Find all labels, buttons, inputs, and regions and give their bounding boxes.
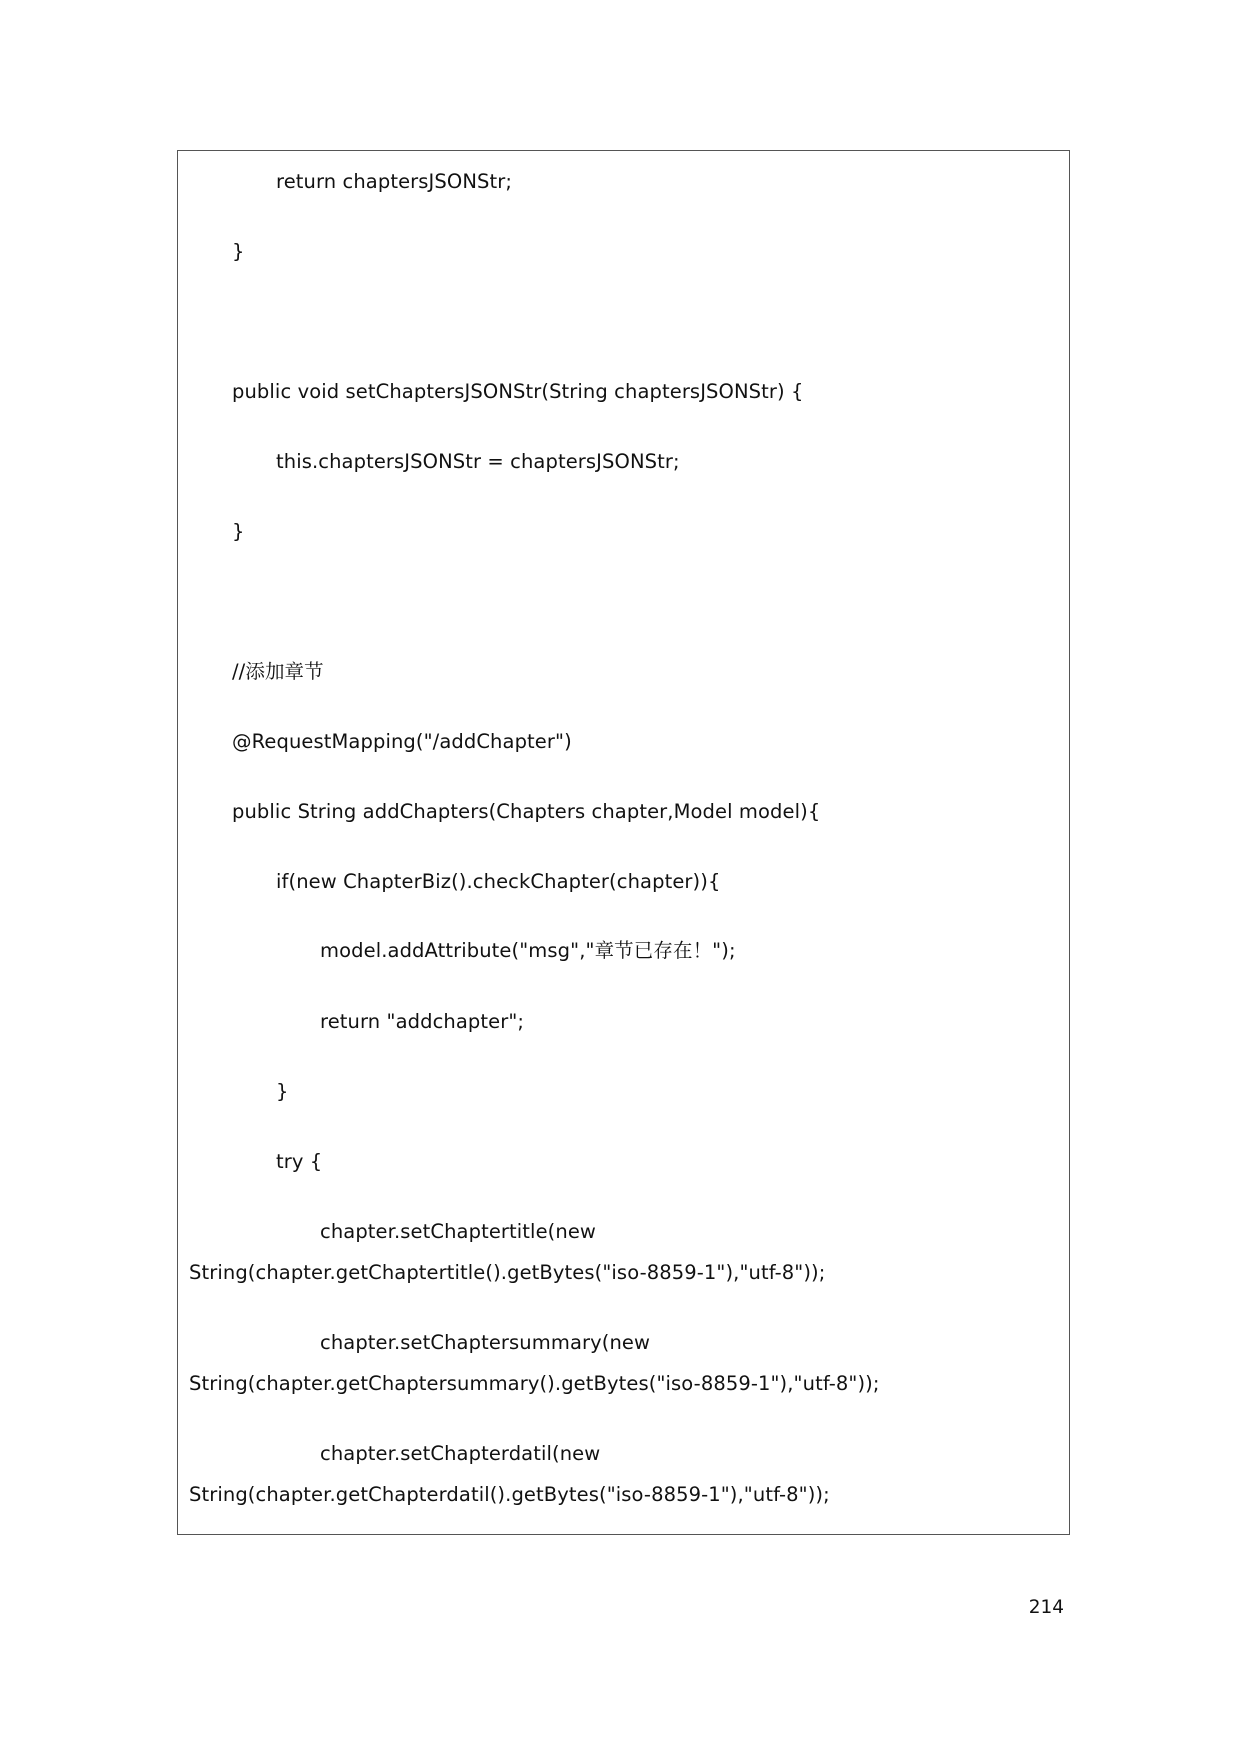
code-line-add-attribute: model.addAttribute("msg","章节已存在！"); (320, 939, 736, 962)
code-line-set-summary-cont: String(chapter.getChaptersummary().getBytes("iso-8859-1"),"utf-8")); (189, 1372, 880, 1395)
page-number: 214 (1028, 1597, 1064, 1618)
code-line-try: try { (276, 1150, 323, 1173)
code-listing-box (177, 150, 1070, 1535)
code-line-4: this.chaptersJSONStr = chaptersJSONStr; (276, 450, 680, 473)
code-line-comment: //添加章节 (232, 660, 324, 683)
code-line-set-detail: chapter.setChapterdatil(new (320, 1442, 601, 1465)
code-line-method-signature: public String addChapters(Chapters chapter,Model model){ (232, 800, 821, 823)
code-line-return: return "addchapter"; (320, 1010, 525, 1033)
code-line-5: } (232, 520, 245, 543)
code-line-if: if(new ChapterBiz().checkChapter(chapter)){ (276, 870, 721, 893)
code-line-annotation: @RequestMapping("/addChapter") (232, 730, 572, 753)
code-line-3: public void setChaptersJSONStr(String chaptersJSONStr) { (232, 380, 804, 403)
code-line-2: } (232, 240, 245, 263)
code-line-set-summary: chapter.setChaptersummary(new (320, 1331, 651, 1354)
code-line-1: return chaptersJSONStr; (276, 170, 513, 193)
code-line-set-title: chapter.setChaptertitle(new (320, 1220, 596, 1243)
code-line-set-title-cont: String(chapter.getChaptertitle().getBytes("iso-8859-1"),"utf-8")); (189, 1261, 826, 1284)
code-line-close-if: } (276, 1080, 289, 1103)
code-line-set-detail-cont: String(chapter.getChapterdatil().getBytes("iso-8859-1"),"utf-8")); (189, 1483, 830, 1506)
